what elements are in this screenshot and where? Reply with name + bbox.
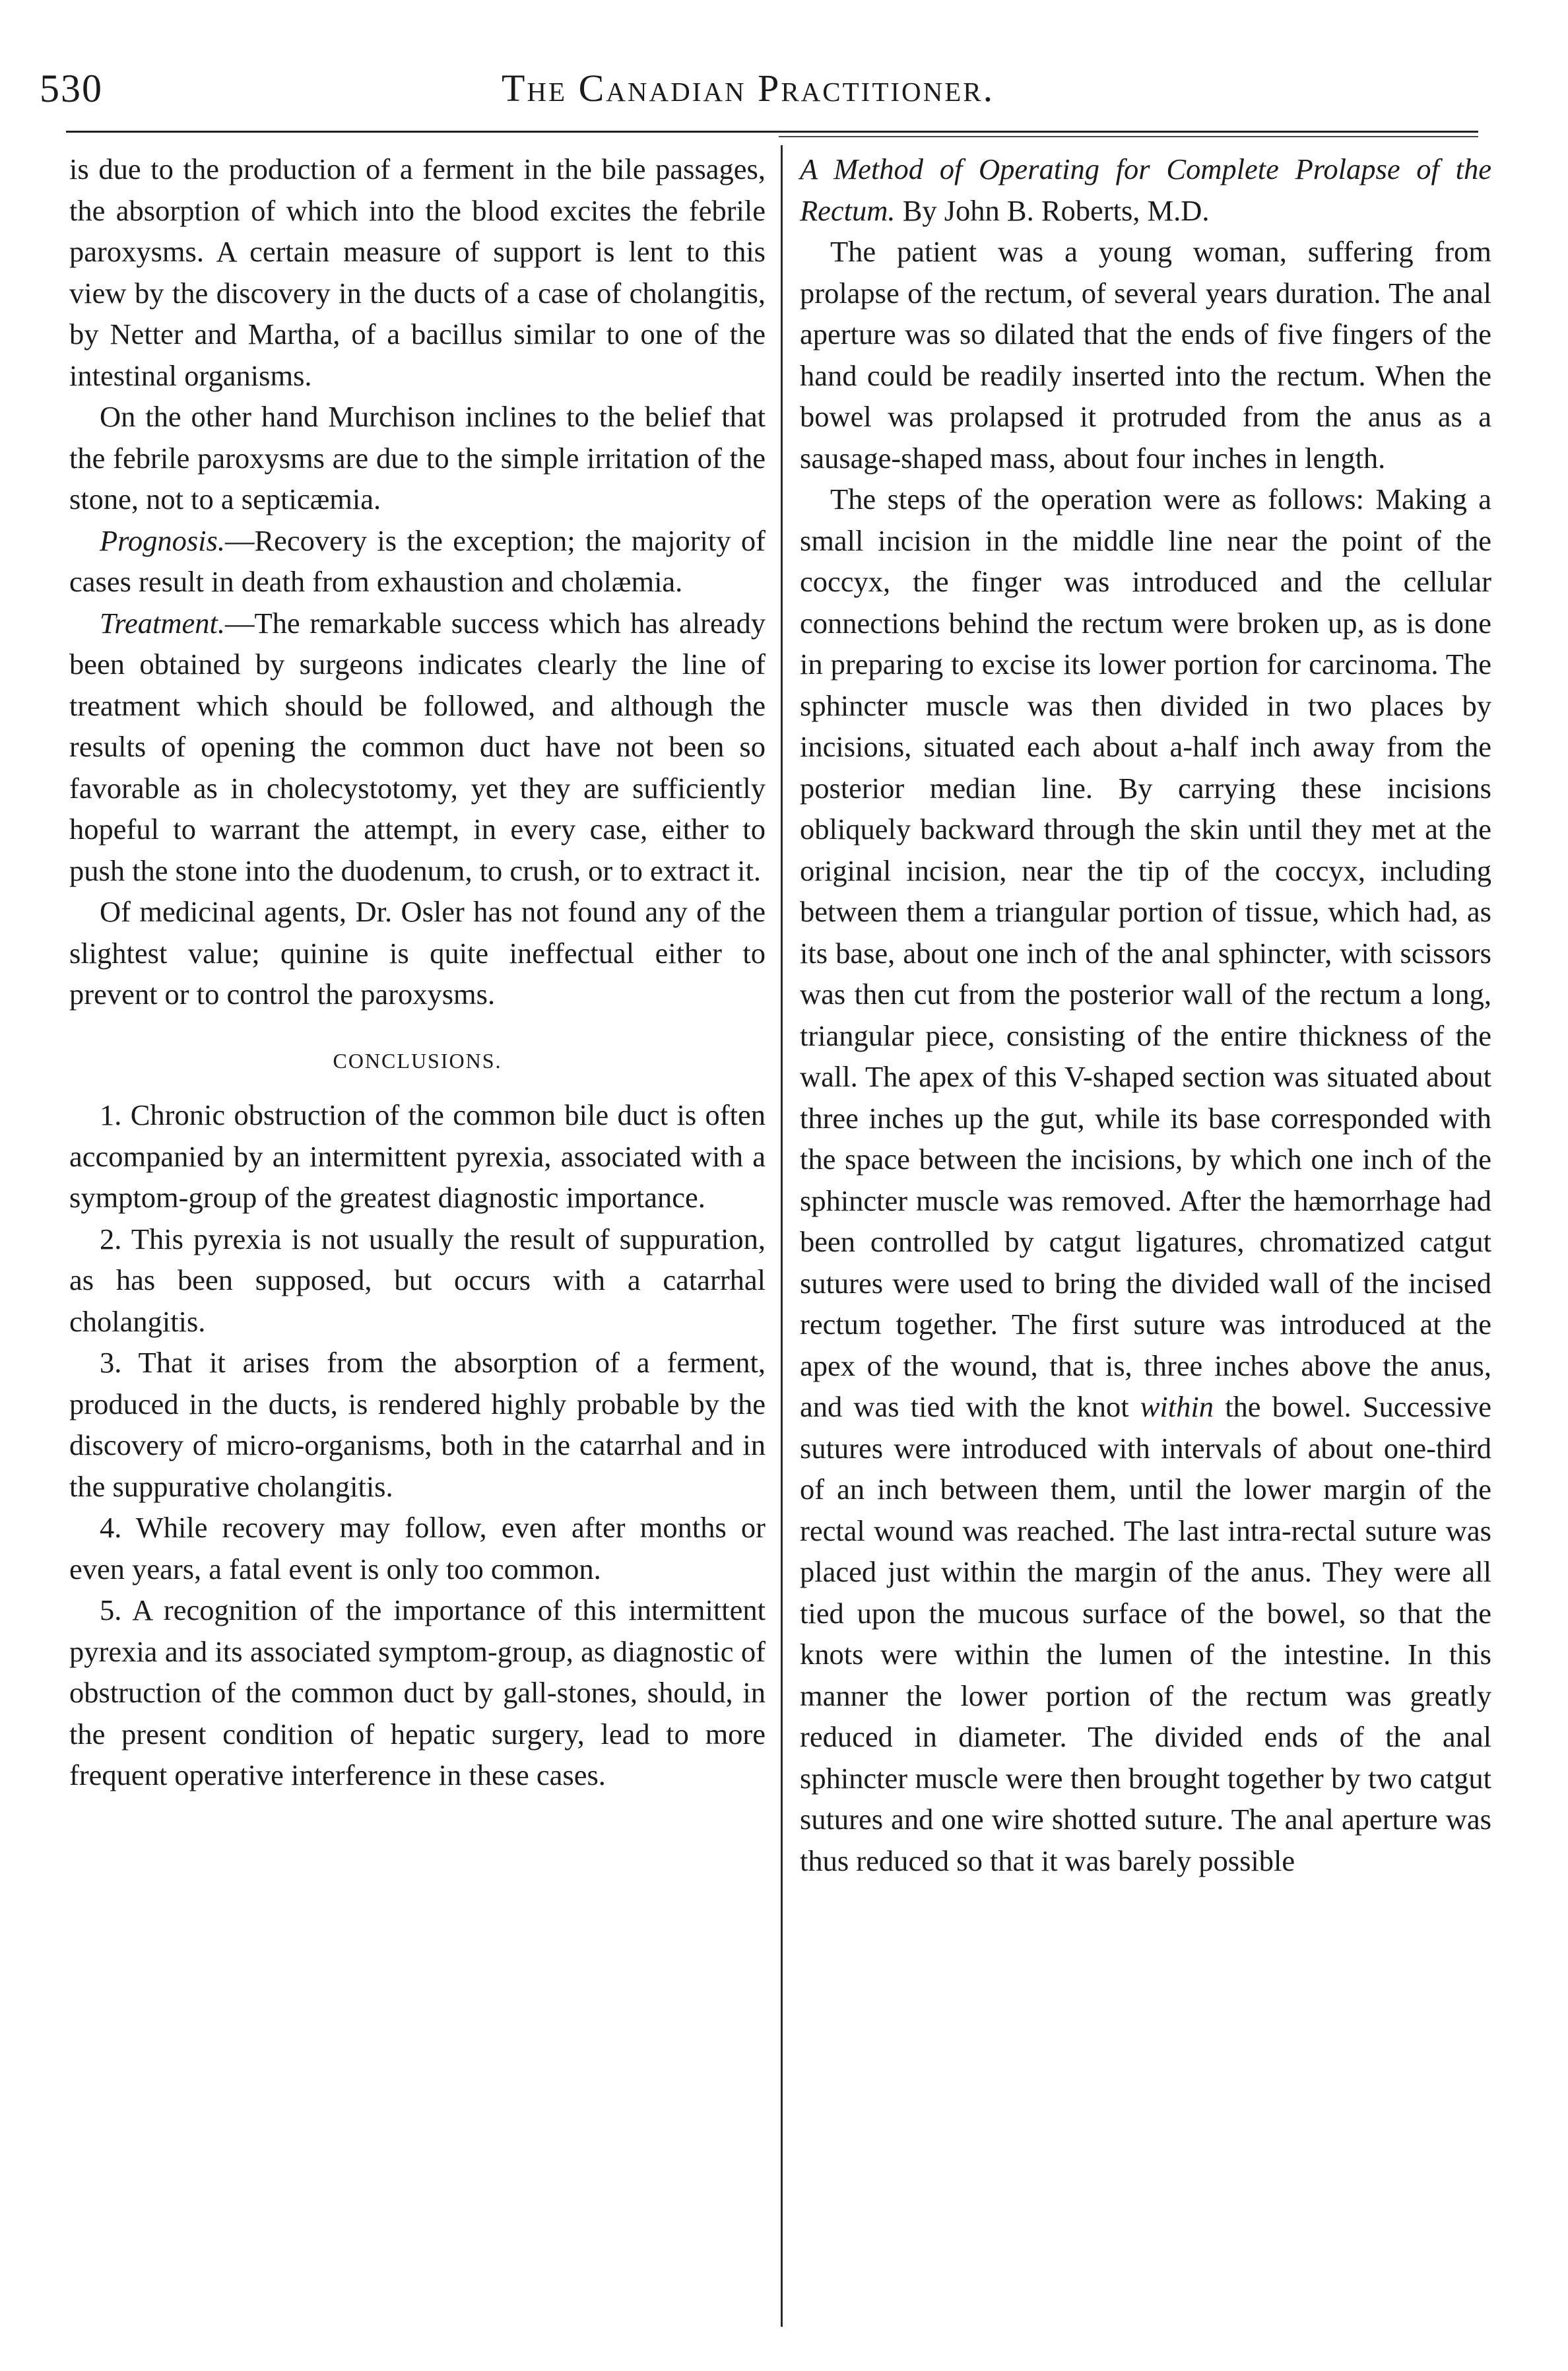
conclusion-item: 5. A recognition of the importance of this intermittent pyrexia and its associated symptom-group, as diagnostic of obstruction of the common duct by gall-stones, should, in the present condition of hepatic surgery, lead to more frequent operative interference in these cases. [69, 1593, 766, 1791]
emphasis: within [1140, 1390, 1214, 1423]
paragraph-text: —Recovery is the exception; the majority of cases result in death from exhaustion and cholæmia. [69, 523, 766, 598]
column-divider [781, 145, 783, 2327]
paragraph-text: the bowel. Successive sutures were introduced with intervals of about one-third of an inch between them, until the lower margin of the rectal wound was reached. The last intra-rectal suture was placed just within the margin of the anus. They were all tied upon the mucous surface of the bowel, so that the knots were within the lumen of the intestine. In this manner the lower portion of the rectum was greatly reduced in diameter. The divided ends of the anal sphincter muscle were then brought together by two catgut sutures and one wire shotted suture. The anal aperture was thus reduced so that it was barely possible [800, 1390, 1492, 1877]
article-byline: By John B. Roberts, M.D. [895, 193, 1210, 227]
paragraph: The patient was a young woman, suffering from prolapse of the rectum, of several years duration. The anal aperture was so dilated that the ends of five fingers of the hand could be readily inserted into the rectum. When the bowel was prolapsed it protruded from the anus as a sausage-shaped mass, about four inches in length. [800, 235, 1491, 475]
header-rule [66, 131, 1478, 133]
paragraph-operation [800, 479, 1491, 1881]
paragraph: Of medicinal agents, Dr. Osler has not found any of the slightest value; quinine is quite ineffectual either to prevent or to control the paroxysms. [69, 895, 766, 1011]
section-label: Treatment. [100, 606, 225, 640]
left-column [69, 149, 766, 1796]
conclusion-item: 1. Chronic obstruction of the common bile duct is often accompanied by an intermittent pyrexia, associated with a symptom-group of the greatest diagnostic importance. [69, 1098, 766, 1214]
page-number: 530 [40, 67, 103, 110]
paragraph-text: The steps of the operation were as follows: Making a small incision in the middle line near the point of the coccyx, the finger was introduced and the cellular connections behind the rectum were broken up, as is done in preparing to excise its lower portion for carcinoma. The sphincter muscle was then divided in two places by incisions, situated each about a-half inch away from the posterior median line. By carrying these incisions obliquely backward through the skin until they met at the original incision, near the tip of the coccyx, including between them a triangular portion of tissue, which had, as its base, about one inch of the anal sphincter, with scissors was then cut from the posterior wall of the rectum a long, triangular piece, consisting of the entire thickness of the wall. The apex of this V-shaped section was situated about three inches up the gut, while its base corresponded with the space between the incisions, by which one inch of the sphincter muscle was removed. After the hæmorrhage had been controlled by catgut ligatures, chromatized catgut sutures were used to bring the divided wall of the incised rectum together. The first suture was introduced at the apex of the wound, that is, three inches above the anus, and was tied with the knot [800, 483, 1491, 1423]
paragraph-prognosis [69, 520, 766, 603]
conclusion-item: 4. While recovery may follow, even after months or even years, a fatal event is only too common. [69, 1511, 766, 1586]
page-header [40, 54, 1518, 120]
header-rule-secondary [779, 136, 1478, 137]
conclusion-item: 2. This pyrexia is not usually the result of suppuration, as has been supposed, but occurs with a catarrhal cholangitis. [69, 1222, 766, 1338]
article-title [800, 149, 1491, 231]
conclusion-item: 3. That it arises from the absorption of a ferment, produced in the ducts, is rendered highly probable by the discovery of micro-organisms, both in the catarrhal and in the suppurative cholangitis. [69, 1346, 766, 1503]
paragraph: On the other hand Murchison inclines to the belief that the febrile paroxysms are due to the simple irritation of the stone, not to a septicæmia. [69, 400, 766, 516]
paragraph-treatment [69, 603, 766, 892]
paragraph: is due to the production of a ferment in the bile passages, the absorption of which into the blood excites the febrile paroxysms. A certain measure of support is lent to this view by the discovery in the ducts of a case of cholangitis, by Netter and Martha, of a bacillus similar to one of the intestinal organisms. [69, 152, 766, 392]
conclusions-heading: CONCLUSIONS. [333, 1048, 502, 1073]
journal-title: The Canadian Practitioner. [502, 67, 995, 110]
article-title-italic: A Method of Operating for Complete Prolapse of the Rectum. [800, 152, 1491, 227]
right-column [800, 149, 1491, 1881]
paragraph-text: —The remarkable success which has already been obtained by surgeons indicates clearly the line of treatment which should be followed, and although the results of opening the common duct have not been so favorable as in cholecystotomy, yet they are sufficiently hopeful to warrant the attempt, in every case, either to push the stone into the duodenum, to crush, or to extract it. [69, 606, 766, 887]
section-label: Prognosis. [100, 523, 225, 557]
